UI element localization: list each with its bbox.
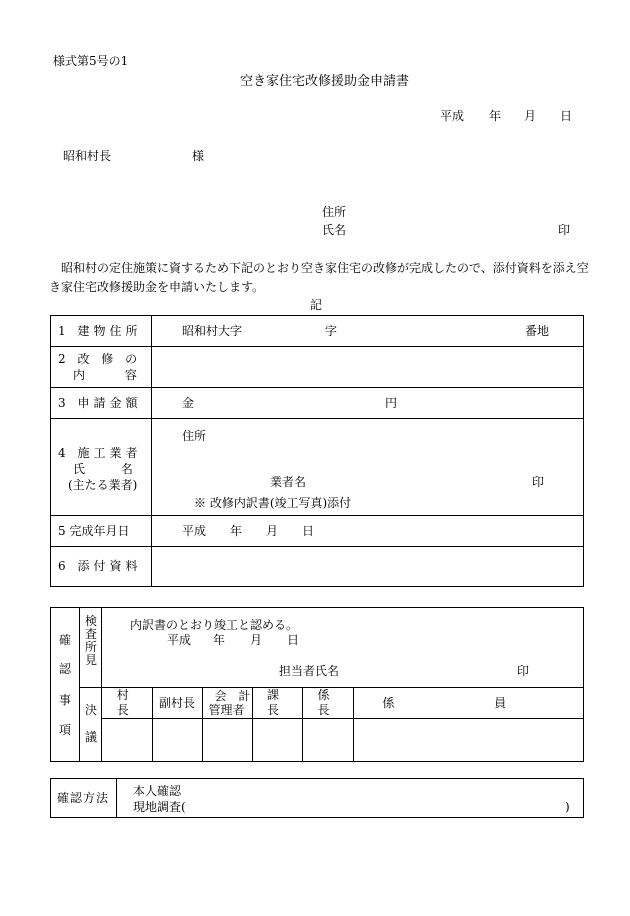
decision-char-2: 議	[85, 730, 98, 744]
form-number: 様式第5号の1	[53, 54, 129, 68]
stamp-deputy-head[interactable]	[152, 719, 202, 761]
stamp-accountant[interactable]	[202, 719, 252, 761]
role-section-chief	[252, 688, 302, 719]
stamp-subsection-chief[interactable]	[302, 719, 353, 761]
body-text-line1: 昭和村の定住施策に資するため下記のとおり空き家住宅の改修が完成したので、添付資料を添え空	[61, 261, 589, 275]
date-month: 月	[524, 109, 537, 123]
renovation-label-line1: 2 改 修 の	[58, 352, 142, 366]
honorific: 様	[192, 149, 205, 163]
document-title: 空き家住宅改修援助金申請書	[240, 74, 410, 89]
contractor-field[interactable]	[152, 419, 584, 516]
role-staff	[353, 688, 583, 719]
date-era: 平成	[440, 109, 465, 123]
row4-label-cell	[51, 419, 152, 516]
contractor-label-line3: (主たる業者)	[68, 478, 138, 492]
approval-grid	[102, 688, 583, 761]
method-table	[50, 778, 584, 818]
row6-label-cell	[51, 547, 152, 587]
stamp-staff[interactable]	[353, 719, 583, 761]
role-section-chief-label: 課 長	[266, 688, 287, 717]
contractor-name-label: 業者名	[270, 475, 307, 489]
method-option-site[interactable]: 現地調査(	[133, 800, 186, 814]
inspection-text: 内訳書のとおり竣工と認める。	[130, 618, 299, 632]
role-accountant-line1: 会 計	[214, 689, 255, 703]
applicant-seal: 印	[558, 223, 571, 237]
applicant-address-label: 住所	[322, 205, 347, 219]
application-amount-field[interactable]	[152, 388, 584, 419]
completion-day: 日	[302, 524, 315, 538]
yen-label: 円	[385, 396, 398, 410]
approval-grid-cell	[102, 688, 584, 762]
staff-name-label: 担当者氏名	[279, 664, 340, 678]
contractor-label-line1: 4 施工業者	[58, 446, 142, 460]
role-accountant-line2: 管理者	[208, 703, 245, 717]
applicant-name-label: 氏名	[322, 223, 347, 237]
role-village-head	[102, 688, 152, 719]
decision-label-cell	[80, 688, 102, 762]
row5-label-cell	[51, 516, 152, 547]
completion-date-field[interactable]	[152, 516, 584, 547]
contractor-seal: 印	[532, 475, 545, 489]
inspection-char-3: 所	[85, 640, 98, 654]
role-accountant	[202, 688, 255, 719]
confirm-side-char-3: 事	[59, 693, 72, 707]
date-day: 日	[560, 109, 573, 123]
role-deputy-head	[152, 688, 202, 719]
method-label: 確認方法	[57, 790, 110, 805]
row1-label-cell	[51, 316, 152, 347]
inspection-label-cell	[80, 608, 102, 688]
stamp-section-chief[interactable]	[252, 719, 302, 761]
confirm-side-char-1: 確	[59, 633, 72, 647]
addressee: 昭和村長	[63, 149, 112, 163]
completion-year: 年	[230, 524, 243, 538]
method-option-site-close: )	[565, 800, 570, 814]
completion-era: 平成	[182, 524, 207, 538]
inspection-day: 日	[287, 633, 300, 647]
method-label-cell	[51, 779, 117, 818]
stamp-village-head[interactable]	[102, 719, 152, 761]
role-deputy-head-label: 副村長	[158, 695, 195, 710]
aza-label: 字	[325, 324, 338, 338]
confirm-side-char-4: 項	[59, 723, 72, 737]
row2-label-cell	[51, 347, 155, 388]
role-subsection-chief-label: 係 長	[317, 688, 338, 717]
application-amount-label: 3 申請金額	[58, 395, 142, 410]
confirm-side-label-cell	[51, 608, 80, 762]
row3-label-cell	[51, 388, 152, 419]
inspection-char-2: 査	[85, 627, 98, 641]
role-staff-label: 係 員	[382, 695, 555, 710]
body-text-line2: き家住宅改修援助金を申請いたします。	[49, 280, 265, 294]
inspection-char-4: 見	[85, 653, 98, 667]
inspection-content-cell[interactable]	[102, 608, 584, 688]
main-table	[50, 315, 584, 587]
contractor-address-label: 住所	[182, 429, 207, 443]
inspection-era: 平成	[167, 633, 192, 647]
role-village-head-label: 村 長	[116, 688, 137, 717]
renovation-content-field[interactable]	[152, 347, 584, 388]
method-option-identity[interactable]: 本人確認	[133, 784, 182, 798]
contractor-label-line2: 氏 名	[73, 462, 149, 476]
kin-label: 金	[182, 396, 195, 410]
date-year: 年	[489, 109, 502, 123]
renovation-label-line2: 内 容	[73, 368, 155, 382]
building-address-field[interactable]	[152, 316, 584, 347]
attachments-field[interactable]	[152, 547, 584, 587]
village-name: 昭和村大字	[182, 324, 243, 338]
attachments-label: 6 添付資料	[58, 559, 142, 573]
confirm-side-char-2: 認	[59, 662, 72, 676]
attachment-note: ※ 改修内訳書(竣工写真)添付	[194, 496, 352, 510]
staff-seal: 印	[517, 664, 530, 678]
ki-label: 記	[310, 298, 323, 312]
decision-char-1: 決	[85, 703, 98, 717]
method-options-cell	[117, 779, 584, 818]
inspection-month: 月	[250, 633, 263, 647]
confirm-table	[50, 607, 584, 762]
completion-month: 月	[266, 524, 279, 538]
completion-date-label: 5 完成年月日	[58, 523, 130, 538]
building-address-label: 1 建物住所	[58, 323, 142, 338]
inspection-char-1: 検	[85, 614, 98, 628]
inspection-year: 年	[213, 633, 226, 647]
role-subsection-chief	[302, 688, 353, 719]
banchi-label: 番地	[525, 324, 550, 338]
